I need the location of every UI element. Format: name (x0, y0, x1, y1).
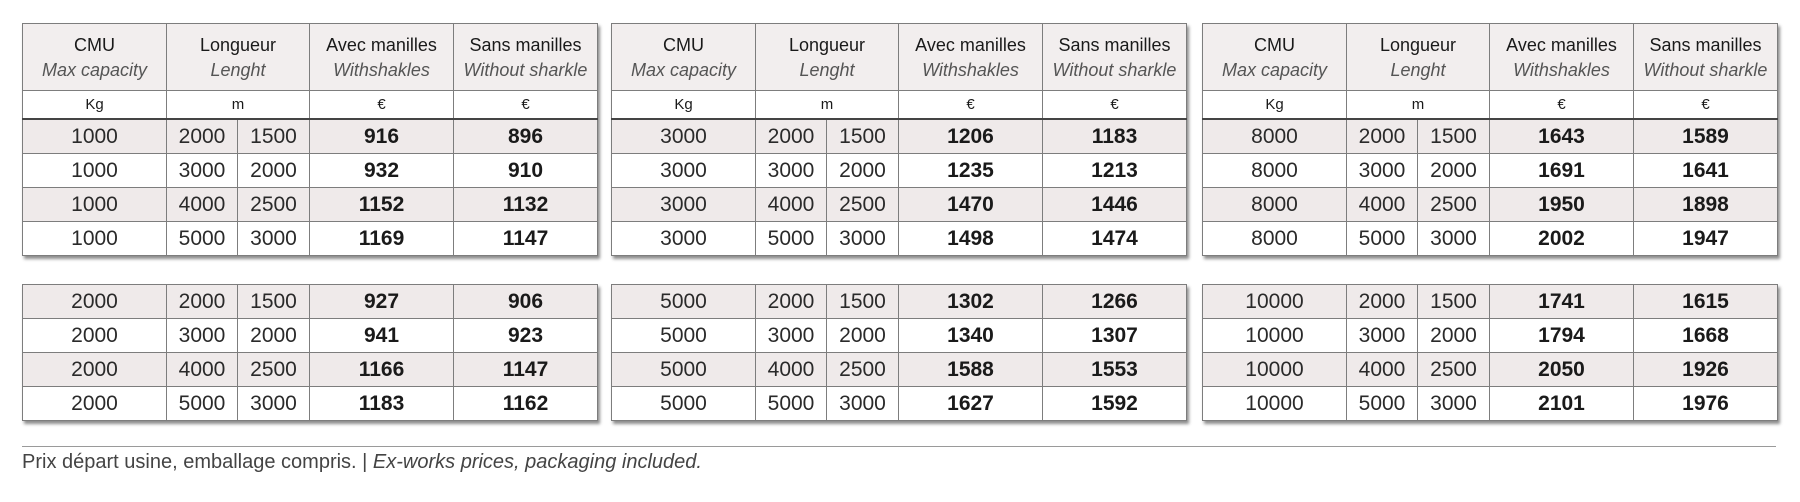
cell-price-with-shackles: 1152 (310, 188, 454, 222)
header-without-shackles-fr: Sans manilles (454, 24, 598, 59)
header-length-fr: Longueur (756, 24, 899, 59)
header-row-en (23, 58, 598, 91)
table-row (23, 188, 598, 222)
cell-length-2: 2500 (238, 353, 310, 387)
cell-length-1: 2000 (1347, 285, 1418, 319)
cell-length-2: 2500 (1418, 353, 1490, 387)
table-row (1203, 119, 1778, 154)
header-row-fr (1203, 24, 1778, 59)
cell-price-with-shackles: 927 (310, 285, 454, 319)
header-row-units (612, 91, 1187, 120)
cell-price-with-shackles: 1588 (899, 353, 1043, 387)
cell-length-2: 3000 (827, 387, 899, 421)
header-with-shackles-unit: € (1490, 91, 1634, 120)
cell-length-1: 2000 (167, 285, 238, 319)
cell-length-1: 4000 (1347, 353, 1418, 387)
cell-price-without-shackles: 1183 (1043, 119, 1187, 154)
table-row (23, 222, 598, 256)
cell-length-2: 1500 (827, 119, 899, 154)
cell-capacity: 1000 (23, 222, 167, 256)
table-row (1203, 353, 1778, 387)
header-with-shackles-fr: Avec manilles (310, 24, 454, 59)
cell-price-without-shackles: 910 (454, 154, 598, 188)
cell-capacity: 1000 (23, 119, 167, 154)
cell-length-1: 4000 (756, 353, 827, 387)
cell-length-2: 1500 (827, 285, 899, 319)
header-row-units (23, 91, 598, 120)
cell-capacity: 5000 (612, 387, 756, 421)
cell-price-without-shackles: 1947 (1634, 222, 1778, 256)
cell-length-2: 1500 (1418, 285, 1490, 319)
cell-length-1: 5000 (1347, 222, 1418, 256)
price-table (22, 284, 598, 421)
cell-capacity: 8000 (1203, 188, 1347, 222)
table-row (23, 353, 598, 387)
table-row (612, 285, 1187, 319)
cell-capacity: 10000 (1203, 353, 1347, 387)
cell-length-2: 2000 (1418, 319, 1490, 353)
price-table (1202, 284, 1778, 421)
cell-length-1: 5000 (1347, 387, 1418, 421)
table-row (1203, 154, 1778, 188)
table-row (612, 353, 1187, 387)
header-without-shackles-fr: Sans manilles (1043, 24, 1187, 59)
cell-price-with-shackles: 2101 (1490, 387, 1634, 421)
cell-length-1: 5000 (756, 387, 827, 421)
cell-length-2: 2500 (827, 353, 899, 387)
cell-length-1: 3000 (167, 154, 238, 188)
cell-price-without-shackles: 1474 (1043, 222, 1187, 256)
table-row (23, 319, 598, 353)
footer-divider (22, 446, 1776, 447)
cell-capacity: 2000 (23, 319, 167, 353)
cell-price-with-shackles: 1741 (1490, 285, 1634, 319)
header-length-unit: m (1347, 91, 1490, 120)
header-with-shackles-fr: Avec manilles (1490, 24, 1634, 59)
header-with-shackles-en: Withshakles (310, 58, 454, 91)
cell-length-1: 3000 (1347, 154, 1418, 188)
cell-price-with-shackles: 1627 (899, 387, 1043, 421)
cell-price-without-shackles: 1592 (1043, 387, 1187, 421)
table-row (612, 188, 1187, 222)
price-table (1202, 23, 1778, 256)
cell-length-2: 2000 (827, 319, 899, 353)
header-without-shackles-unit: € (1634, 91, 1778, 120)
cell-price-with-shackles: 1206 (899, 119, 1043, 154)
header-row-fr (23, 24, 598, 59)
cell-length-1: 4000 (1347, 188, 1418, 222)
cell-price-with-shackles: 932 (310, 154, 454, 188)
cell-capacity: 8000 (1203, 154, 1347, 188)
footer-note (22, 451, 702, 474)
table-row (1203, 319, 1778, 353)
cell-length-1: 5000 (167, 222, 238, 256)
cell-capacity: 3000 (612, 119, 756, 154)
cell-capacity: 2000 (23, 353, 167, 387)
cell-length-1: 3000 (756, 154, 827, 188)
cell-price-without-shackles: 1898 (1634, 188, 1778, 222)
cell-length-1: 2000 (756, 119, 827, 154)
cell-length-1: 3000 (756, 319, 827, 353)
header-length-unit: m (756, 91, 899, 120)
cell-capacity: 5000 (612, 353, 756, 387)
header-cmu-unit: Kg (1203, 91, 1347, 120)
price-table (22, 23, 598, 256)
cell-length-2: 2000 (827, 154, 899, 188)
header-cmu-fr: CMU (23, 24, 167, 59)
cell-length-2: 1500 (1418, 119, 1490, 154)
header-cmu-unit: Kg (23, 91, 167, 120)
cell-length-1: 4000 (167, 188, 238, 222)
cell-price-with-shackles: 1302 (899, 285, 1043, 319)
header-cmu-unit: Kg (612, 91, 756, 120)
cell-price-without-shackles: 1668 (1634, 319, 1778, 353)
cell-price-without-shackles: 923 (454, 319, 598, 353)
cell-length-1: 2000 (756, 285, 827, 319)
cell-price-with-shackles: 1340 (899, 319, 1043, 353)
header-length-en: Lenght (167, 58, 310, 91)
cell-length-2: 3000 (238, 222, 310, 256)
cell-capacity: 10000 (1203, 285, 1347, 319)
header-with-shackles-en: Withshakles (899, 58, 1043, 91)
cell-length-1: 2000 (167, 119, 238, 154)
cell-length-2: 3000 (1418, 387, 1490, 421)
cell-length-1: 4000 (756, 188, 827, 222)
cell-price-with-shackles: 1498 (899, 222, 1043, 256)
cell-capacity: 1000 (23, 188, 167, 222)
cell-price-without-shackles: 1553 (1043, 353, 1187, 387)
cell-length-2: 2000 (238, 154, 310, 188)
header-row-fr (612, 24, 1187, 59)
footer-note-fr: Prix départ usine, emballage compris. | (22, 451, 373, 473)
cell-length-1: 5000 (756, 222, 827, 256)
cell-price-with-shackles: 2050 (1490, 353, 1634, 387)
cell-price-without-shackles: 906 (454, 285, 598, 319)
cell-price-with-shackles: 1183 (310, 387, 454, 421)
header-cmu-en: Max capacity (1203, 58, 1347, 91)
cell-price-without-shackles: 1589 (1634, 119, 1778, 154)
table-row (612, 154, 1187, 188)
header-length-unit: m (167, 91, 310, 120)
cell-capacity: 2000 (23, 387, 167, 421)
table-row (1203, 188, 1778, 222)
cell-length-2: 2500 (238, 188, 310, 222)
header-without-shackles-en: Without sharkle (1634, 58, 1778, 91)
table-row (23, 154, 598, 188)
cell-price-with-shackles: 1169 (310, 222, 454, 256)
header-row-en (612, 58, 1187, 91)
table-row (1203, 222, 1778, 256)
cell-price-without-shackles: 1641 (1634, 154, 1778, 188)
cell-price-with-shackles: 941 (310, 319, 454, 353)
table-row (23, 285, 598, 319)
cell-capacity: 8000 (1203, 222, 1347, 256)
cell-length-2: 3000 (238, 387, 310, 421)
cell-length-1: 5000 (167, 387, 238, 421)
header-with-shackles-fr: Avec manilles (899, 24, 1043, 59)
cell-capacity: 3000 (612, 222, 756, 256)
cell-price-without-shackles: 1926 (1634, 353, 1778, 387)
cell-price-without-shackles: 1147 (454, 353, 598, 387)
header-cmu-en: Max capacity (23, 58, 167, 91)
cell-length-1: 3000 (167, 319, 238, 353)
cell-capacity: 8000 (1203, 119, 1347, 154)
cell-price-without-shackles: 1615 (1634, 285, 1778, 319)
table-row (612, 222, 1187, 256)
cell-capacity: 2000 (23, 285, 167, 319)
header-length-fr: Longueur (1347, 24, 1490, 59)
cell-price-with-shackles: 1166 (310, 353, 454, 387)
cell-capacity: 10000 (1203, 387, 1347, 421)
cell-price-without-shackles: 1976 (1634, 387, 1778, 421)
price-table (611, 23, 1187, 256)
cell-length-2: 2000 (238, 319, 310, 353)
cell-length-1: 4000 (167, 353, 238, 387)
cell-capacity: 1000 (23, 154, 167, 188)
cell-length-1: 3000 (1347, 319, 1418, 353)
cell-length-2: 1500 (238, 119, 310, 154)
cell-price-with-shackles: 1470 (899, 188, 1043, 222)
cell-length-2: 2000 (1418, 154, 1490, 188)
header-cmu-en: Max capacity (612, 58, 756, 91)
table-row (23, 119, 598, 154)
cell-price-without-shackles: 1446 (1043, 188, 1187, 222)
cell-price-without-shackles: 1147 (454, 222, 598, 256)
header-without-shackles-unit: € (1043, 91, 1187, 120)
cell-price-without-shackles: 896 (454, 119, 598, 154)
header-without-shackles-unit: € (454, 91, 598, 120)
header-without-shackles-en: Without sharkle (1043, 58, 1187, 91)
table-row (612, 319, 1187, 353)
table-row (612, 387, 1187, 421)
price-table (611, 284, 1187, 421)
header-row-en (1203, 58, 1778, 91)
cell-price-with-shackles: 1794 (1490, 319, 1634, 353)
cell-capacity: 3000 (612, 188, 756, 222)
cell-capacity: 10000 (1203, 319, 1347, 353)
header-length-en: Lenght (1347, 58, 1490, 91)
cell-capacity: 3000 (612, 154, 756, 188)
cell-price-with-shackles: 2002 (1490, 222, 1634, 256)
header-without-shackles-en: Without sharkle (454, 58, 598, 91)
cell-price-with-shackles: 1691 (1490, 154, 1634, 188)
cell-capacity: 5000 (612, 319, 756, 353)
header-with-shackles-unit: € (899, 91, 1043, 120)
header-with-shackles-en: Withshakles (1490, 58, 1634, 91)
cell-price-without-shackles: 1266 (1043, 285, 1187, 319)
header-length-fr: Longueur (167, 24, 310, 59)
cell-price-without-shackles: 1162 (454, 387, 598, 421)
cell-length-2: 3000 (827, 222, 899, 256)
header-length-en: Lenght (756, 58, 899, 91)
table-row (612, 119, 1187, 154)
cell-length-2: 3000 (1418, 222, 1490, 256)
cell-price-without-shackles: 1132 (454, 188, 598, 222)
cell-length-1: 2000 (1347, 119, 1418, 154)
header-with-shackles-unit: € (310, 91, 454, 120)
header-cmu-fr: CMU (612, 24, 756, 59)
header-without-shackles-fr: Sans manilles (1634, 24, 1778, 59)
footer-note-en: Ex-works prices, packaging included. (372, 451, 702, 473)
cell-price-without-shackles: 1307 (1043, 319, 1187, 353)
cell-length-2: 1500 (238, 285, 310, 319)
table-row (23, 387, 598, 421)
cell-price-without-shackles: 1213 (1043, 154, 1187, 188)
table-row (1203, 387, 1778, 421)
cell-price-with-shackles: 1643 (1490, 119, 1634, 154)
cell-capacity: 5000 (612, 285, 756, 319)
cell-price-with-shackles: 1950 (1490, 188, 1634, 222)
table-row (1203, 285, 1778, 319)
cell-price-with-shackles: 1235 (899, 154, 1043, 188)
cell-price-with-shackles: 916 (310, 119, 454, 154)
cell-length-2: 2500 (827, 188, 899, 222)
cell-length-2: 2500 (1418, 188, 1490, 222)
header-row-units (1203, 91, 1778, 120)
header-cmu-fr: CMU (1203, 24, 1347, 59)
